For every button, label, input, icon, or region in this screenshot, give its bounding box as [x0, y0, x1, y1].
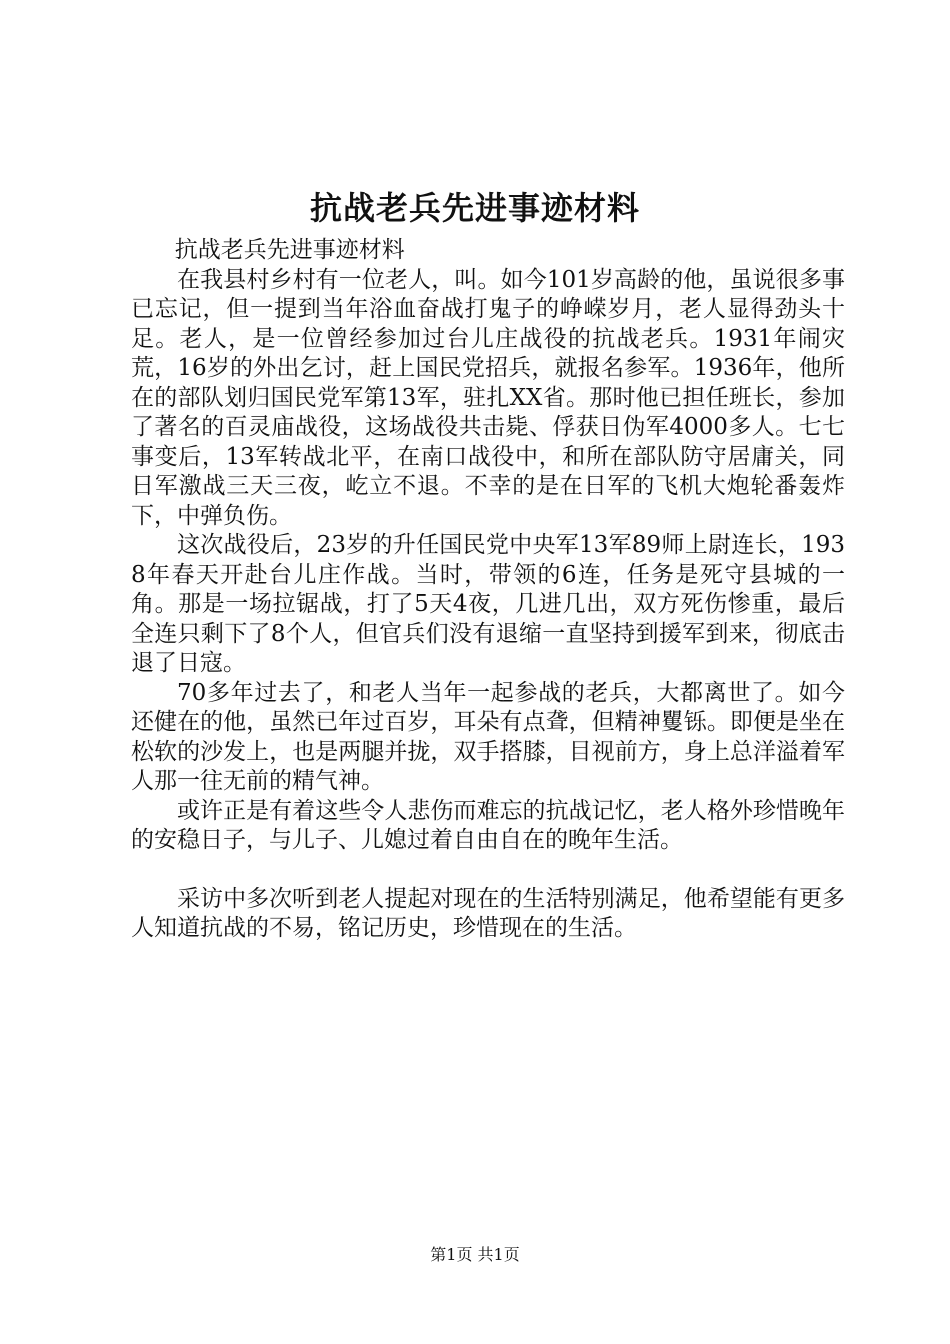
document-title: 抗战老兵先进事迹材料	[309, 189, 640, 227]
document-body	[131, 236, 845, 944]
paragraph-2: 这次战役后，23岁的升任国民党中央军13军89师上尉连长，1938年春天开赴台儿庄作战。当时，带领的6连，任务是死守县城的一角。那是一场拉锯战，打了5天4夜，几进几出，双方死伤惨重，最后全连只剩下了8个人，但官兵们没有退缩一直坚持到援军到来，彻底击退了日寇。	[131, 532, 845, 676]
paragraph-1: 在我县村乡村有一位老人，叫。如今101岁高龄的他，虽说很多事已忘记，但一提到当年浴血奋战打鬼子的峥嵘岁月，老人显得劲头十足。老人，是一位曾经参加过台儿庄战役的抗战老兵。1931年闹灾荒，16岁的外出乞讨，赶上国民党招兵，就报名参军。1936年，他所在的部队划归国民党军第13军，驻扎XX省。那时他已担任班长，参加了著名的百灵庙战役，这场战役共击毙、俘获日伪军4000多人。七七事变后，13军转战北平，在南口战役中，和所在部队防守居庸关，同日军激战三天三夜，屹立不退。不幸的是在日军的飞机大炮轮番轰炸下，中弹负伤。	[131, 266, 845, 529]
document-subtitle: 抗战老兵先进事迹材料	[174, 237, 405, 263]
paragraph-3: 70多年过去了，和老人当年一起参战的老兵，大都离世了。如今还健在的他，虽然已年过百岁，耳朵有点聋，但精神矍铄。即便是坐在松软的沙发上，也是两腿并拢，双手搭膝，目视前方，身上总洋溢着军人那一往无前的精气神。	[131, 679, 845, 794]
paragraph-4: 或许正是有着这些令人悲伤而难忘的抗战记忆，老人格外珍惜晚年的安稳日子，与儿子、儿媳过着自由自在的晚年生活。	[131, 797, 845, 853]
page-number-footer: 第1页 共1页	[430, 1245, 520, 1264]
paragraph-5: 采访中多次听到老人提起对现在的生活特别满足，他希望能有更多人知道抗战的不易，铭记历史，珍惜现在的生活。	[131, 885, 845, 941]
